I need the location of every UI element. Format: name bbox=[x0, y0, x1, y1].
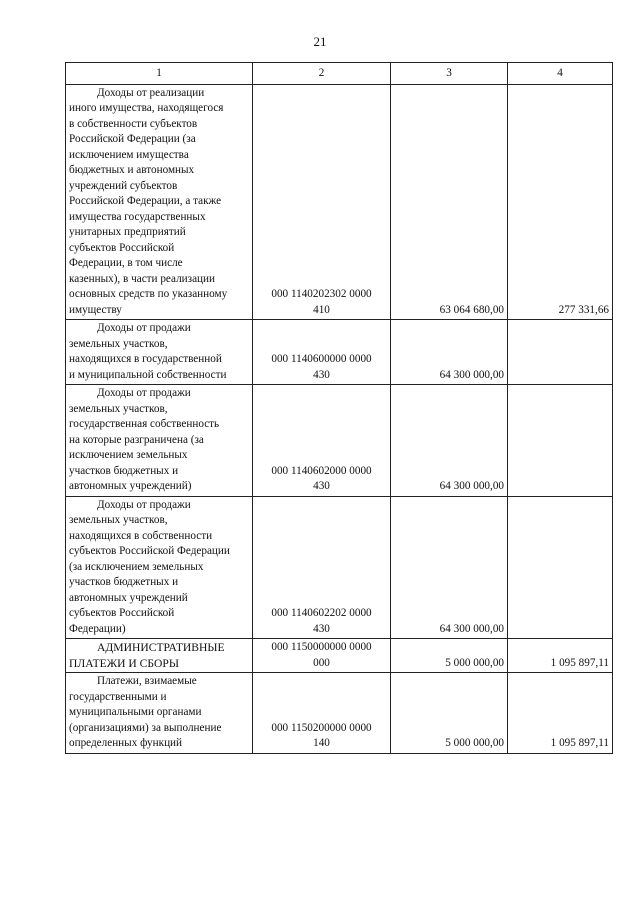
revenue-name: АДМИНИСТРАТИВНЫЕ ПЛАТЕЖИ И СБОРЫ bbox=[69, 641, 225, 670]
budget-code: 000 1140602000 0000 430 bbox=[271, 464, 372, 492]
revenue-name: Доходы от продажи земельных участков, находящихся в собственности субъектов Российской Федерации (за исключением земельных участков бюджетных и автономных учреждений субъектов Российской Федерации) bbox=[69, 498, 230, 635]
plan-amount-cell bbox=[391, 320, 508, 385]
table-row bbox=[66, 639, 613, 673]
budget-code-cell bbox=[253, 84, 391, 320]
budget-code: 000 1150000000 0000 000 bbox=[271, 641, 372, 669]
executed-amount-cell bbox=[508, 673, 613, 754]
revenue-name: Доходы от продажи земельных участков, находящихся в государственной и муниципальной собственности bbox=[69, 322, 227, 381]
budget-code: 000 1150200000 0000 140 bbox=[271, 721, 372, 749]
revenue-name-cell bbox=[66, 385, 253, 497]
plan-amount: 64 300 000,00 bbox=[439, 480, 504, 492]
table-row bbox=[66, 320, 613, 385]
table-header-row bbox=[66, 63, 613, 85]
plan-amount: 64 300 000,00 bbox=[439, 368, 504, 381]
table-row bbox=[66, 84, 613, 320]
revenue-name: Доходы от продажи земельных участков, государственная собственность на которые разграничена (за исключением земельных участков бюджетных и автономных учреждений) bbox=[69, 387, 220, 492]
revenue-name-cell bbox=[66, 496, 253, 639]
table-row bbox=[66, 496, 613, 639]
budget-code: 000 1140602202 0000 430 bbox=[271, 607, 372, 635]
budget-code-cell bbox=[253, 496, 391, 639]
budget-code-cell bbox=[253, 673, 391, 754]
revenue-name-cell bbox=[66, 673, 253, 754]
revenue-table bbox=[65, 62, 613, 754]
plan-amount: 64 300 000,00 bbox=[439, 622, 504, 635]
plan-amount-cell bbox=[391, 673, 508, 754]
revenue-name-cell bbox=[66, 639, 253, 673]
column-header-3: 3 bbox=[391, 63, 508, 85]
plan-amount-cell bbox=[391, 84, 508, 320]
budget-code: 000 1140202302 0000 410 bbox=[271, 288, 372, 316]
page-number: 21 bbox=[313, 34, 327, 49]
budget-code: 000 1140600000 0000 430 bbox=[271, 353, 372, 381]
plan-amount: 5 000 000,00 bbox=[445, 656, 504, 669]
executed-amount: 1 095 897,11 bbox=[550, 656, 609, 669]
table-row bbox=[66, 385, 613, 497]
plan-amount-cell bbox=[391, 385, 508, 497]
column-header-2: 2 bbox=[253, 63, 391, 85]
plan-amount-cell bbox=[391, 496, 508, 639]
executed-amount-cell bbox=[508, 385, 613, 497]
revenue-name-cell bbox=[66, 84, 253, 320]
plan-amount: 5 000 000,00 bbox=[445, 737, 504, 749]
executed-amount: 277 331,66 bbox=[558, 303, 609, 316]
executed-amount-cell bbox=[508, 639, 613, 673]
column-header-1: 1 bbox=[66, 63, 253, 85]
table-row bbox=[66, 673, 613, 754]
plan-amount: 63 064 680,00 bbox=[439, 303, 504, 316]
column-header-4: 4 bbox=[508, 63, 613, 85]
budget-code-cell bbox=[253, 639, 391, 673]
revenue-name-cell bbox=[66, 320, 253, 385]
executed-amount-cell bbox=[508, 496, 613, 639]
executed-amount-cell bbox=[508, 320, 613, 385]
budget-code-cell bbox=[253, 385, 391, 497]
executed-amount: 1 095 897,11 bbox=[550, 737, 609, 749]
executed-amount-cell bbox=[508, 84, 613, 320]
plan-amount-cell bbox=[391, 639, 508, 673]
revenue-name: Платежи, взимаемые государственными и муниципальными органами (организациями) за выполнение определенных функций bbox=[69, 675, 222, 749]
revenue-name: Доходы от реализации иного имущества, находящегося в собственности субъектов Российской Федерации (за исключением имущества бюджетных и автономных учреждений субъектов Российской Федерации, а также имущества государственных унитарных предприятий субъектов Российской Федерации, в том числе казенных), в части реализации основных средств по указанному имуществу bbox=[69, 86, 228, 316]
budget-code-cell bbox=[253, 320, 391, 385]
